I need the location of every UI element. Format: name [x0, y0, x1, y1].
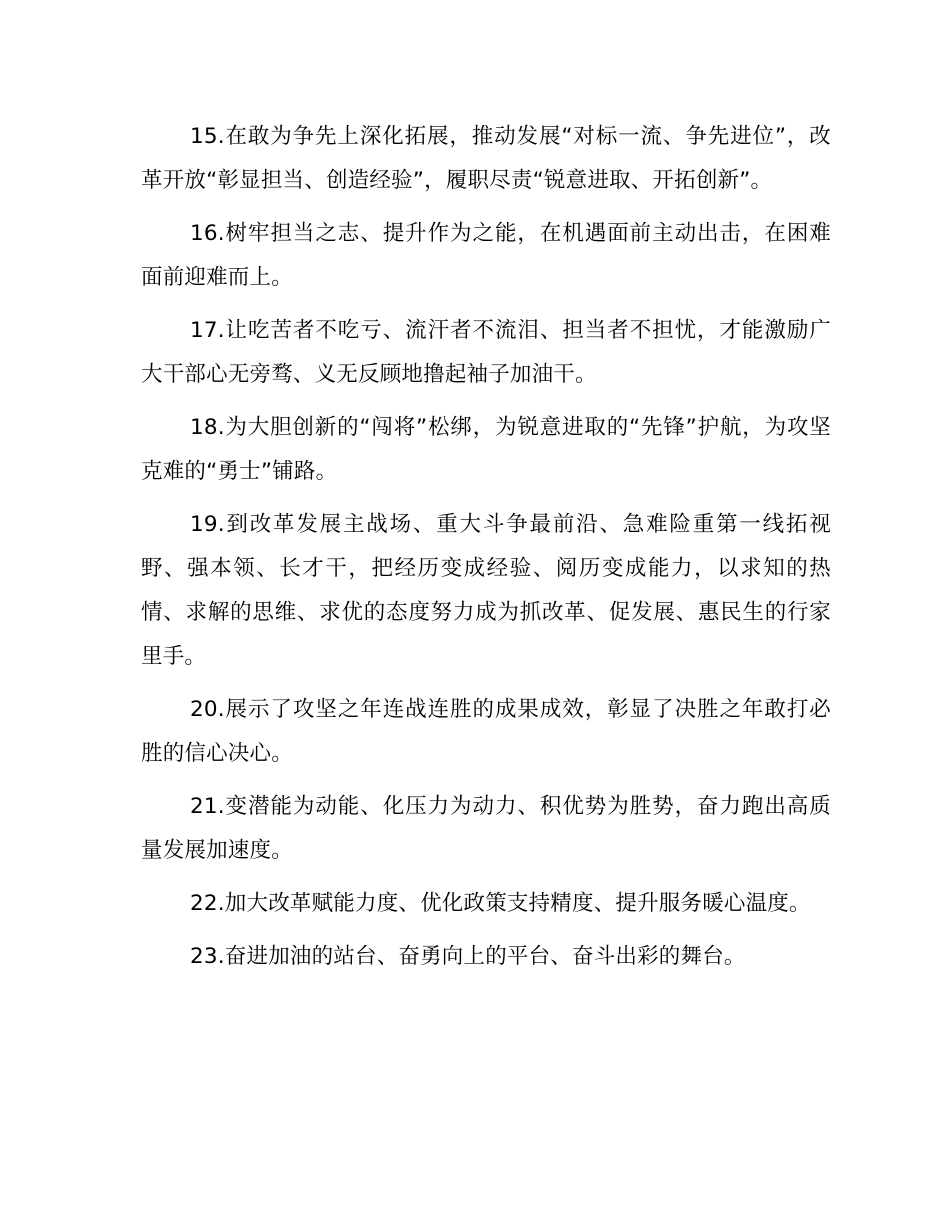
paragraph-17: 17.让吃苦者不吃亏、流汗者不流泪、担当者不担忧，才能激励广大干部心无旁骛、义无反顾地撸起袖子加油干。	[141, 318, 831, 387]
paragraph-18: 18.为大胆创新的“闯将”松绑，为锐意进取的“先锋”护航，为攻坚克难的“勇士”铺路。	[141, 415, 831, 484]
paragraph-23: 23.奋进加油的站台、奋勇向上的平台、奋斗出彩的舞台。	[190, 944, 746, 969]
paragraph-21: 21.变潜能为动能、化压力为动力、积优势为胜势，奋力跑出高质量发展加速度。	[141, 794, 831, 863]
paragraph-16: 16.树牢担当之志、提升作为之能，在机遇面前主动出击，在困难面前迎难而上。	[141, 221, 831, 290]
paragraph-15: 15.在敢为争先上深化拓展，推动发展“对标一流、争先进位”，改革开放“彰显担当、创造经验”，履职尽责“锐意进取、开拓创新”。	[141, 124, 831, 193]
paragraph-20: 20.展示了攻坚之年连战连胜的成果成效，彰显了决胜之年敢打必胜的信心决心。	[141, 697, 831, 766]
paragraph-22: 22.加大改革赋能力度、优化政策支持精度、提升服务暖心温度。	[190, 891, 811, 916]
paragraph-19: 19.到改革发展主战场、重大斗争最前沿、急难险重第一线拓视野、强本领、长才干，把经历变成经验、阅历变成能力，以求知的热情、求解的思维、求优的态度努力成为抓改革、促发展、惠民生的行家里手。	[141, 512, 831, 669]
document-body	[141, 115, 831, 988]
